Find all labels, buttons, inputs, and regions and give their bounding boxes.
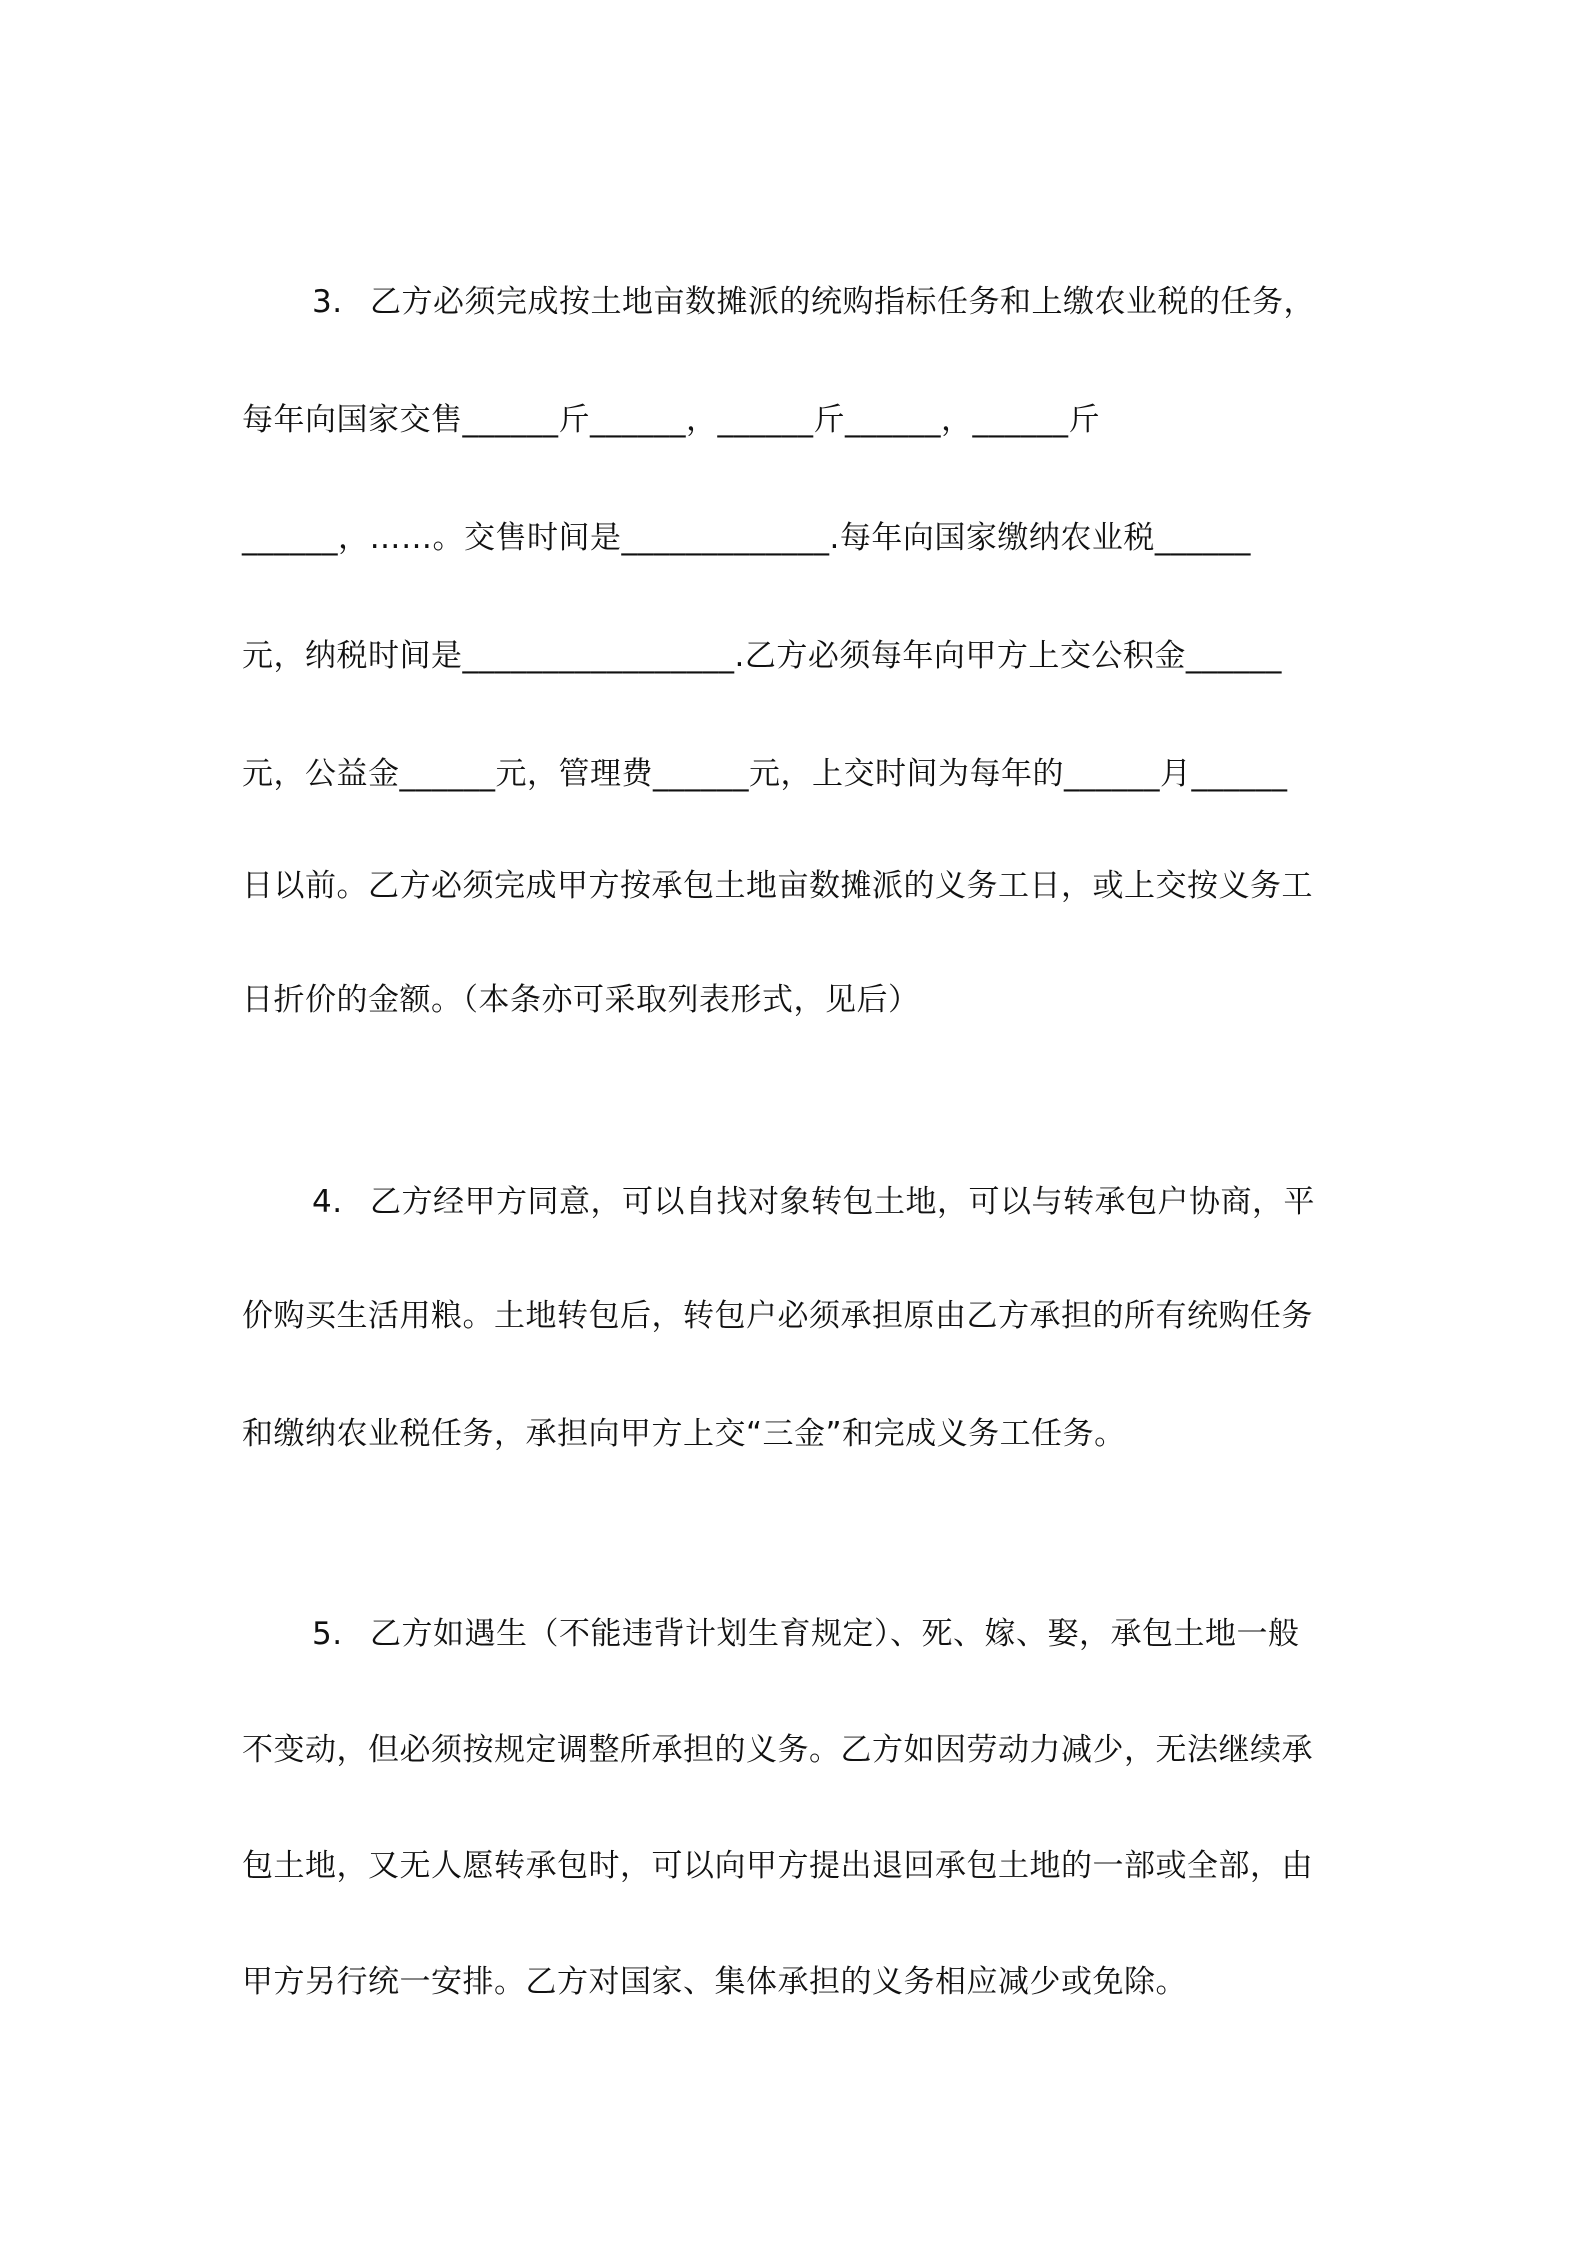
paragraph-line: 日折价的金额。（本条亦可采取列表形式，见后） — [242, 982, 920, 1018]
paragraph-line: 甲方另行统一安排。乙方对国家、集体承担的义务相应减少或免除。 — [242, 1964, 1187, 2000]
paragraph-line — [312, 282, 1315, 322]
paragraph-line: 日以前。乙方必须完成甲方按承包土地亩数摊派的义务工日，或上交按义务工 — [242, 868, 1313, 904]
paragraph-line — [312, 1614, 1300, 1654]
paragraph-line: 每年向国家交售______斤______，______斤______，______斤 — [242, 402, 1100, 438]
paragraph-text: 乙方必须完成按土地亩数摊派的统购指标任务和上缴农业税的任务， — [370, 284, 1315, 320]
paragraph-number: 4. — [312, 1184, 343, 1220]
paragraph-line: 元，公益金______元，管理费______元，上交时间为每年的______月______ — [242, 756, 1288, 792]
paragraph-line: ______，……。交售时间是_____________.每年向国家缴纳农业税______ — [242, 520, 1251, 556]
paragraph-text: 乙方经甲方同意，可以自找对象转包土地，可以与转承包户协商，平 — [370, 1184, 1315, 1220]
paragraph-line: 价购买生活用粮。土地转包后，转包户必须承担原由乙方承担的所有统购任务 — [242, 1298, 1313, 1334]
paragraph-line: 包土地，又无人愿转承包时，可以向甲方提出退回承包土地的一部或全部，由 — [242, 1848, 1313, 1884]
paragraph-line: 元，纳税时间是_________________.乙方必须每年向甲方上交公积金______ — [242, 638, 1282, 674]
paragraph-line: 和缴纳农业税任务，承担向甲方上交“三金”和完成义务工任务。 — [242, 1416, 1126, 1452]
paragraph-text: 乙方如遇生（不能违背计划生育规定）、死、嫁、娶，承包土地一般 — [370, 1616, 1300, 1652]
paragraph-line — [312, 1182, 1315, 1222]
paragraph-number: 5. — [312, 1616, 343, 1652]
paragraph-line: 不变动，但必须按规定调整所承担的义务。乙方如因劳动力减少，无法继续承 — [242, 1732, 1313, 1768]
paragraph-number: 3. — [312, 284, 343, 320]
